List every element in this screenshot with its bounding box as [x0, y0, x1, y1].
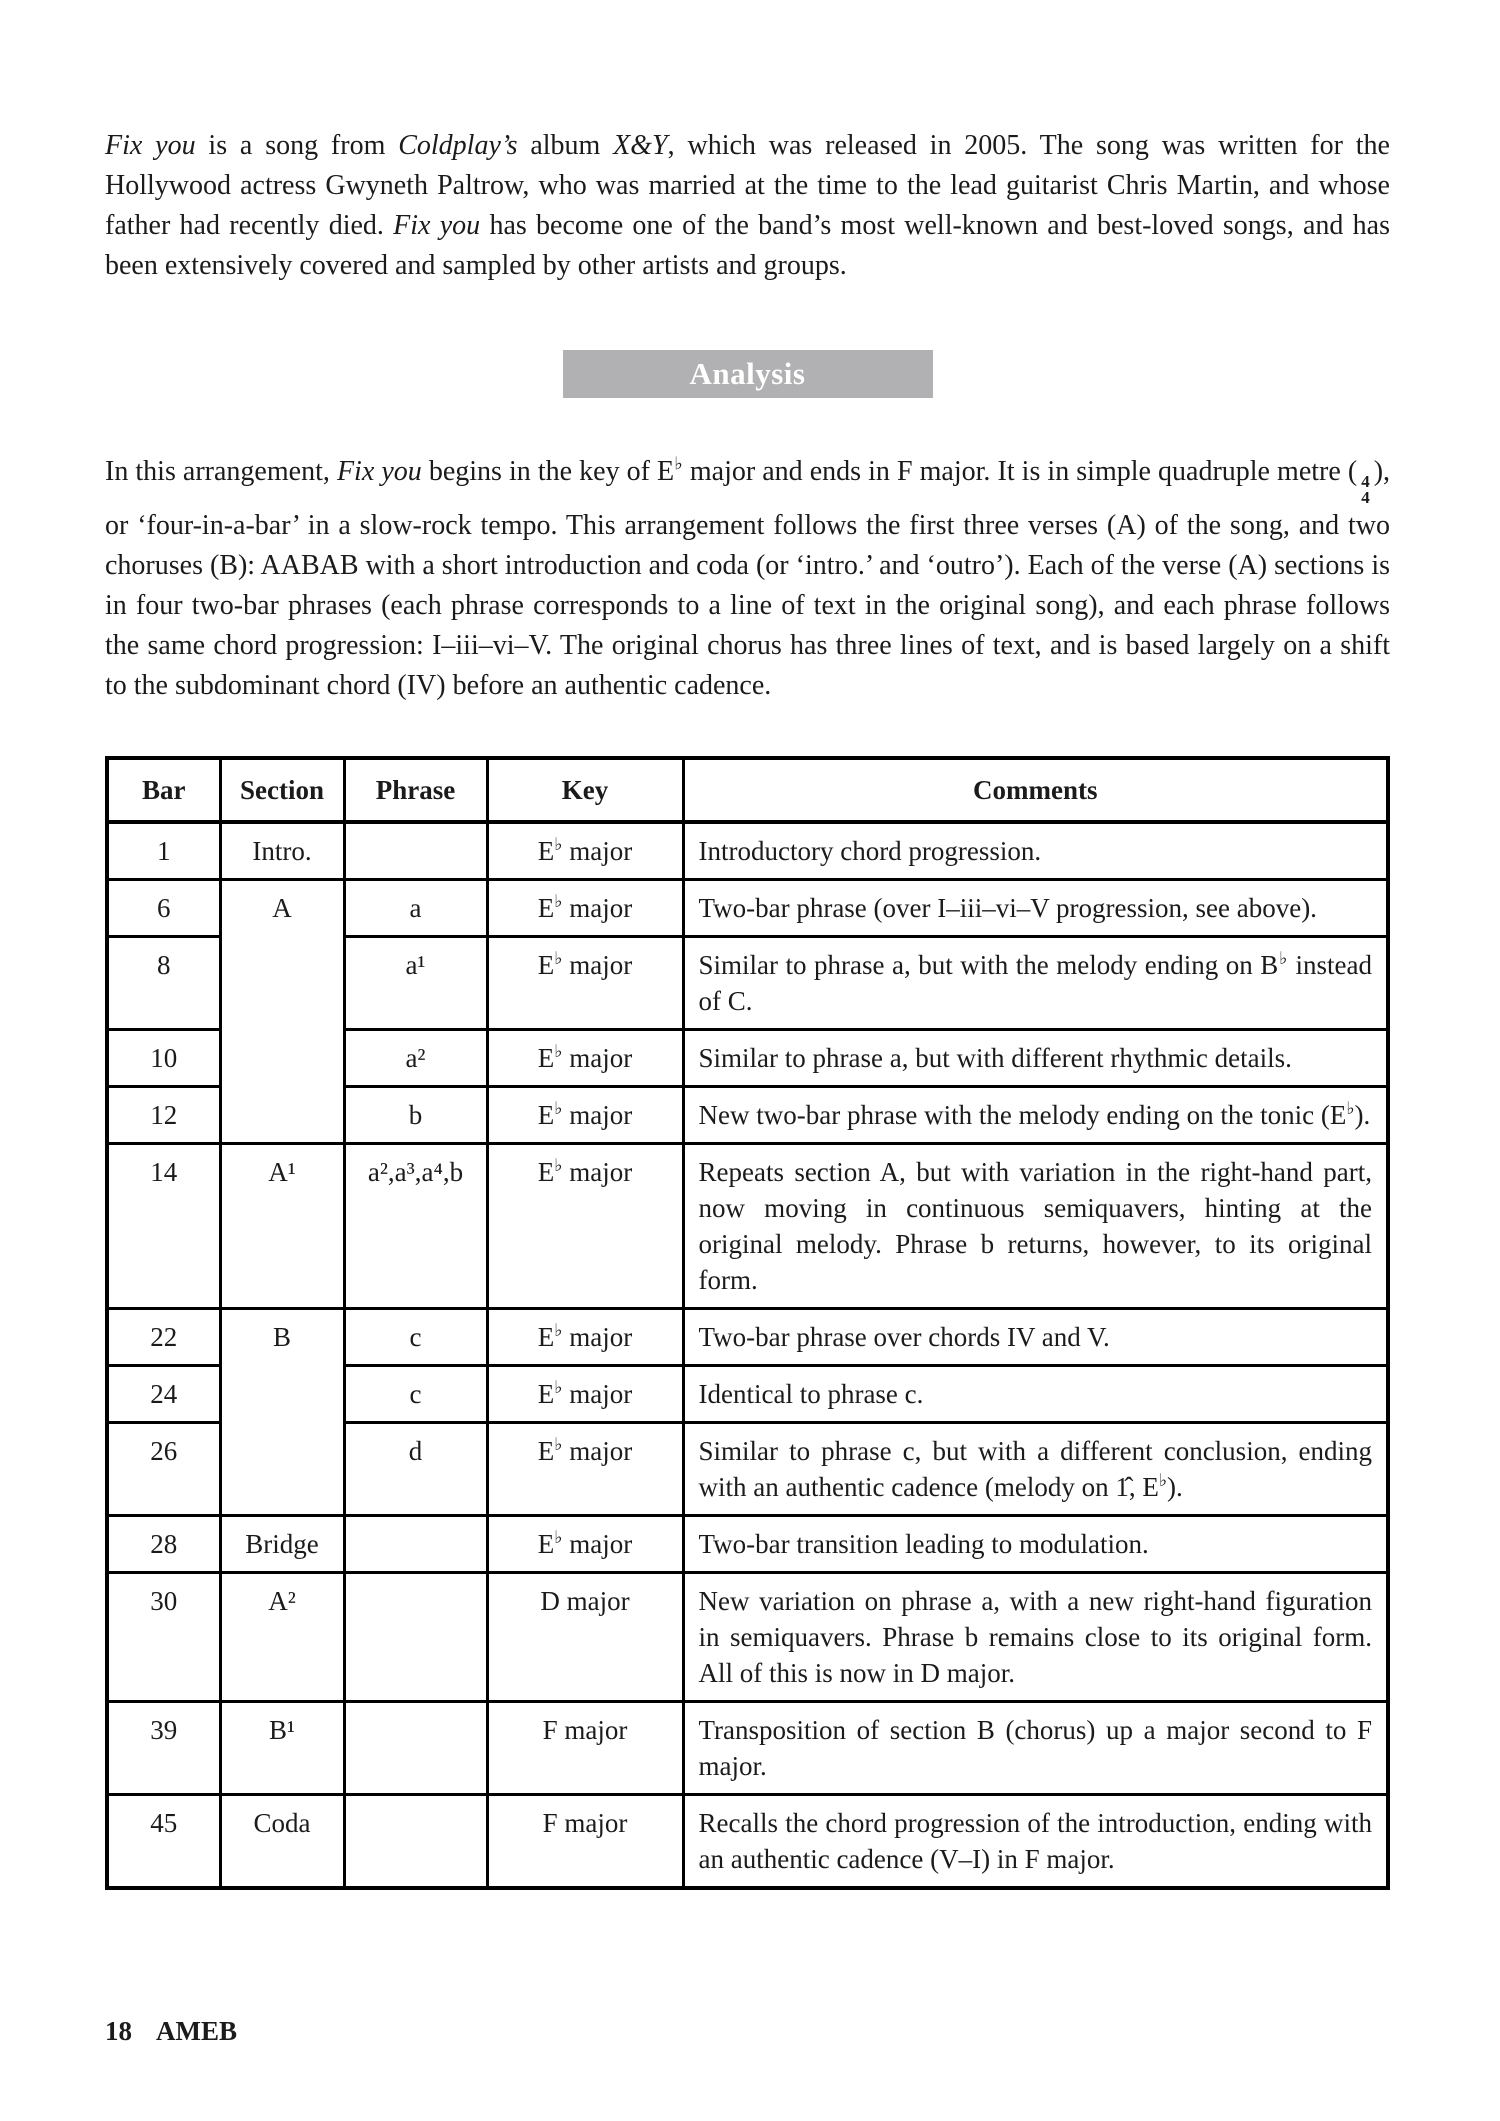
cell-key: E♭ major [487, 1423, 683, 1516]
cell-phrase [344, 1702, 487, 1795]
cell-section: A² [220, 1573, 344, 1702]
cell-key: F major [487, 1795, 683, 1889]
table-body [107, 822, 1388, 1888]
intro-paragraph: Fix you is a song from Coldplay’s album X&Y, which was released in 2005. The song was written for the Hollywood actress Gwyneth Paltrow, who was married at the time to the lead guitarist Chris Martin, and whose father had recently died. Fix you has become one of the band’s most well-known and best-loved songs, and has been extensively covered and sampled by other artists and groups. [105, 130, 1390, 281]
cell-bar: 28 [107, 1516, 220, 1573]
table-row [107, 1309, 1388, 1366]
cell-phrase: a [344, 880, 487, 937]
table-row [107, 1573, 1388, 1702]
cell-comments: Recalls the chord progression of the introduction, ending with an authentic cadence (V–I) in F major. [683, 1795, 1388, 1889]
cell-key: E♭ major [487, 1030, 683, 1087]
cell-key: E♭ major [487, 1366, 683, 1423]
flat-sign: ♭ [554, 1042, 563, 1061]
cell-comments: Two-bar phrase (over I–iii–vi–V progression, see above). [683, 880, 1388, 937]
table-row [107, 880, 1388, 937]
cell-bar: 30 [107, 1573, 220, 1702]
cell-comments: Introductory chord progression. [683, 822, 1388, 880]
cell-phrase: a² [344, 1030, 487, 1087]
cell-comments: Identical to phrase c. [683, 1366, 1388, 1423]
cell-phrase: a²,a³,a⁴,b [344, 1144, 487, 1309]
header-key: Key [487, 758, 683, 822]
header-comments: Comments [683, 758, 1388, 822]
page-footer [105, 2016, 237, 2047]
table-row [107, 822, 1388, 880]
cell-key: E♭ major [487, 822, 683, 880]
cell-section: A¹ [220, 1144, 344, 1309]
table-row [107, 1516, 1388, 1573]
cell-comments: Two-bar transition leading to modulation. [683, 1516, 1388, 1573]
cell-section: Bridge [220, 1516, 344, 1573]
cell-bar: 14 [107, 1144, 220, 1309]
cell-comments: Transposition of section B (chorus) up a major second to F major. [683, 1702, 1388, 1795]
cell-phrase: c [344, 1366, 487, 1423]
imprint-label: AMEB [156, 2016, 237, 2046]
cell-bar: 8 [107, 937, 220, 1030]
cell-key: E♭ major [487, 1144, 683, 1309]
cell-phrase [344, 822, 487, 880]
table-row [107, 1144, 1388, 1309]
analysis-paragraph: In this arrangement, Fix you begins in the key of E♭ major and ends in F major. It is in simple quadruple metre ( 4 4 ), or ‘four-in-a-bar’ in a slow-rock tempo. This arrangement follows the first three verses (A) of the song, and two choruses (B): AABAB with a short introduction and coda (or ‘intro.’ and ‘outro’). Each of the verse (A) sections is in four two-bar phrases (each phrase corresponds to a line of text in the original song), and each phrase follows the same chord progression: I–iii–vi–V. The original chorus has three lines of text, and is based largely on a shift to the subdominant chord (IV) before an authentic cadence. [105, 453, 1391, 701]
flat-sign: ♭ [554, 1156, 563, 1175]
flat-sign: ♭ [1158, 1471, 1167, 1490]
cell-comments: Similar to phrase a, but with different rhythmic details. [683, 1030, 1388, 1087]
cell-phrase [344, 1516, 487, 1573]
cell-phrase: b [344, 1087, 487, 1144]
cell-bar: 1 [107, 822, 220, 880]
analysis-heading: Analysis [563, 350, 933, 398]
cell-bar: 6 [107, 880, 220, 937]
cell-key: E♭ major [487, 880, 683, 937]
cell-phrase: a¹ [344, 937, 487, 1030]
cell-key: E♭ major [487, 937, 683, 1030]
flat-sign: ♭ [1278, 949, 1288, 968]
table-header-row [107, 758, 1388, 822]
cell-comments: Similar to phrase a, but with the melody ending on B♭ instead of C. [683, 937, 1388, 1030]
cell-section: B [220, 1309, 344, 1516]
cell-bar: 26 [107, 1423, 220, 1516]
flat-sign: ♭ [554, 892, 563, 911]
flat-sign: ♭ [554, 1435, 563, 1454]
cell-key: E♭ major [487, 1309, 683, 1366]
cell-section: Intro. [220, 822, 344, 880]
cell-key: E♭ major [487, 1087, 683, 1144]
cell-phrase: c [344, 1309, 487, 1366]
cell-bar: 10 [107, 1030, 220, 1087]
analysis-table [105, 756, 1390, 1890]
flat-sign: ♭ [554, 949, 563, 968]
flat-sign: ♭ [554, 1099, 563, 1118]
flat-sign: ♭ [674, 453, 683, 474]
flat-sign: ♭ [554, 1528, 563, 1547]
cell-comments: New variation on phrase a, with a new right-hand figuration in semiquavers. Phrase b remains close to its original form. All of this is now in D major. [683, 1573, 1388, 1702]
cell-bar: 24 [107, 1366, 220, 1423]
page-content [105, 0, 1390, 1890]
cell-section: Coda [220, 1795, 344, 1889]
cell-comments: Similar to phrase c, but with a different conclusion, ending with an authentic cadence (melody on 1̂, E♭). [683, 1423, 1388, 1516]
cell-section: A [220, 880, 344, 1144]
table-row [107, 1702, 1388, 1795]
cell-key: F major [487, 1702, 683, 1795]
page-number: 18 [105, 2016, 132, 2046]
cell-key: E♭ major [487, 1516, 683, 1573]
cell-phrase [344, 1795, 487, 1889]
cell-section: B¹ [220, 1702, 344, 1795]
header-section: Section [220, 758, 344, 822]
table-row [107, 1795, 1388, 1889]
header-phrase: Phrase [344, 758, 487, 822]
cell-phrase: d [344, 1423, 487, 1516]
time-signature: 4 4 [1361, 472, 1370, 507]
header-bar: Bar [107, 758, 220, 822]
cell-bar: 12 [107, 1087, 220, 1144]
flat-sign: ♭ [1346, 1099, 1355, 1118]
cell-bar: 39 [107, 1702, 220, 1795]
cell-key: D major [487, 1573, 683, 1702]
cell-phrase [344, 1573, 487, 1702]
cell-bar: 22 [107, 1309, 220, 1366]
flat-sign: ♭ [554, 1321, 563, 1340]
flat-sign: ♭ [554, 1378, 563, 1397]
flat-sign: ♭ [554, 835, 563, 854]
cell-comments: New two-bar phrase with the melody ending on the tonic (E♭). [683, 1087, 1388, 1144]
cell-comments: Repeats section A, but with variation in the right-hand part, now moving in continuous semiquavers, hinting at the original melody. Phrase b returns, however, to its original form. [683, 1144, 1388, 1309]
cell-comments: Two-bar phrase over chords IV and V. [683, 1309, 1388, 1366]
cell-bar: 45 [107, 1795, 220, 1889]
